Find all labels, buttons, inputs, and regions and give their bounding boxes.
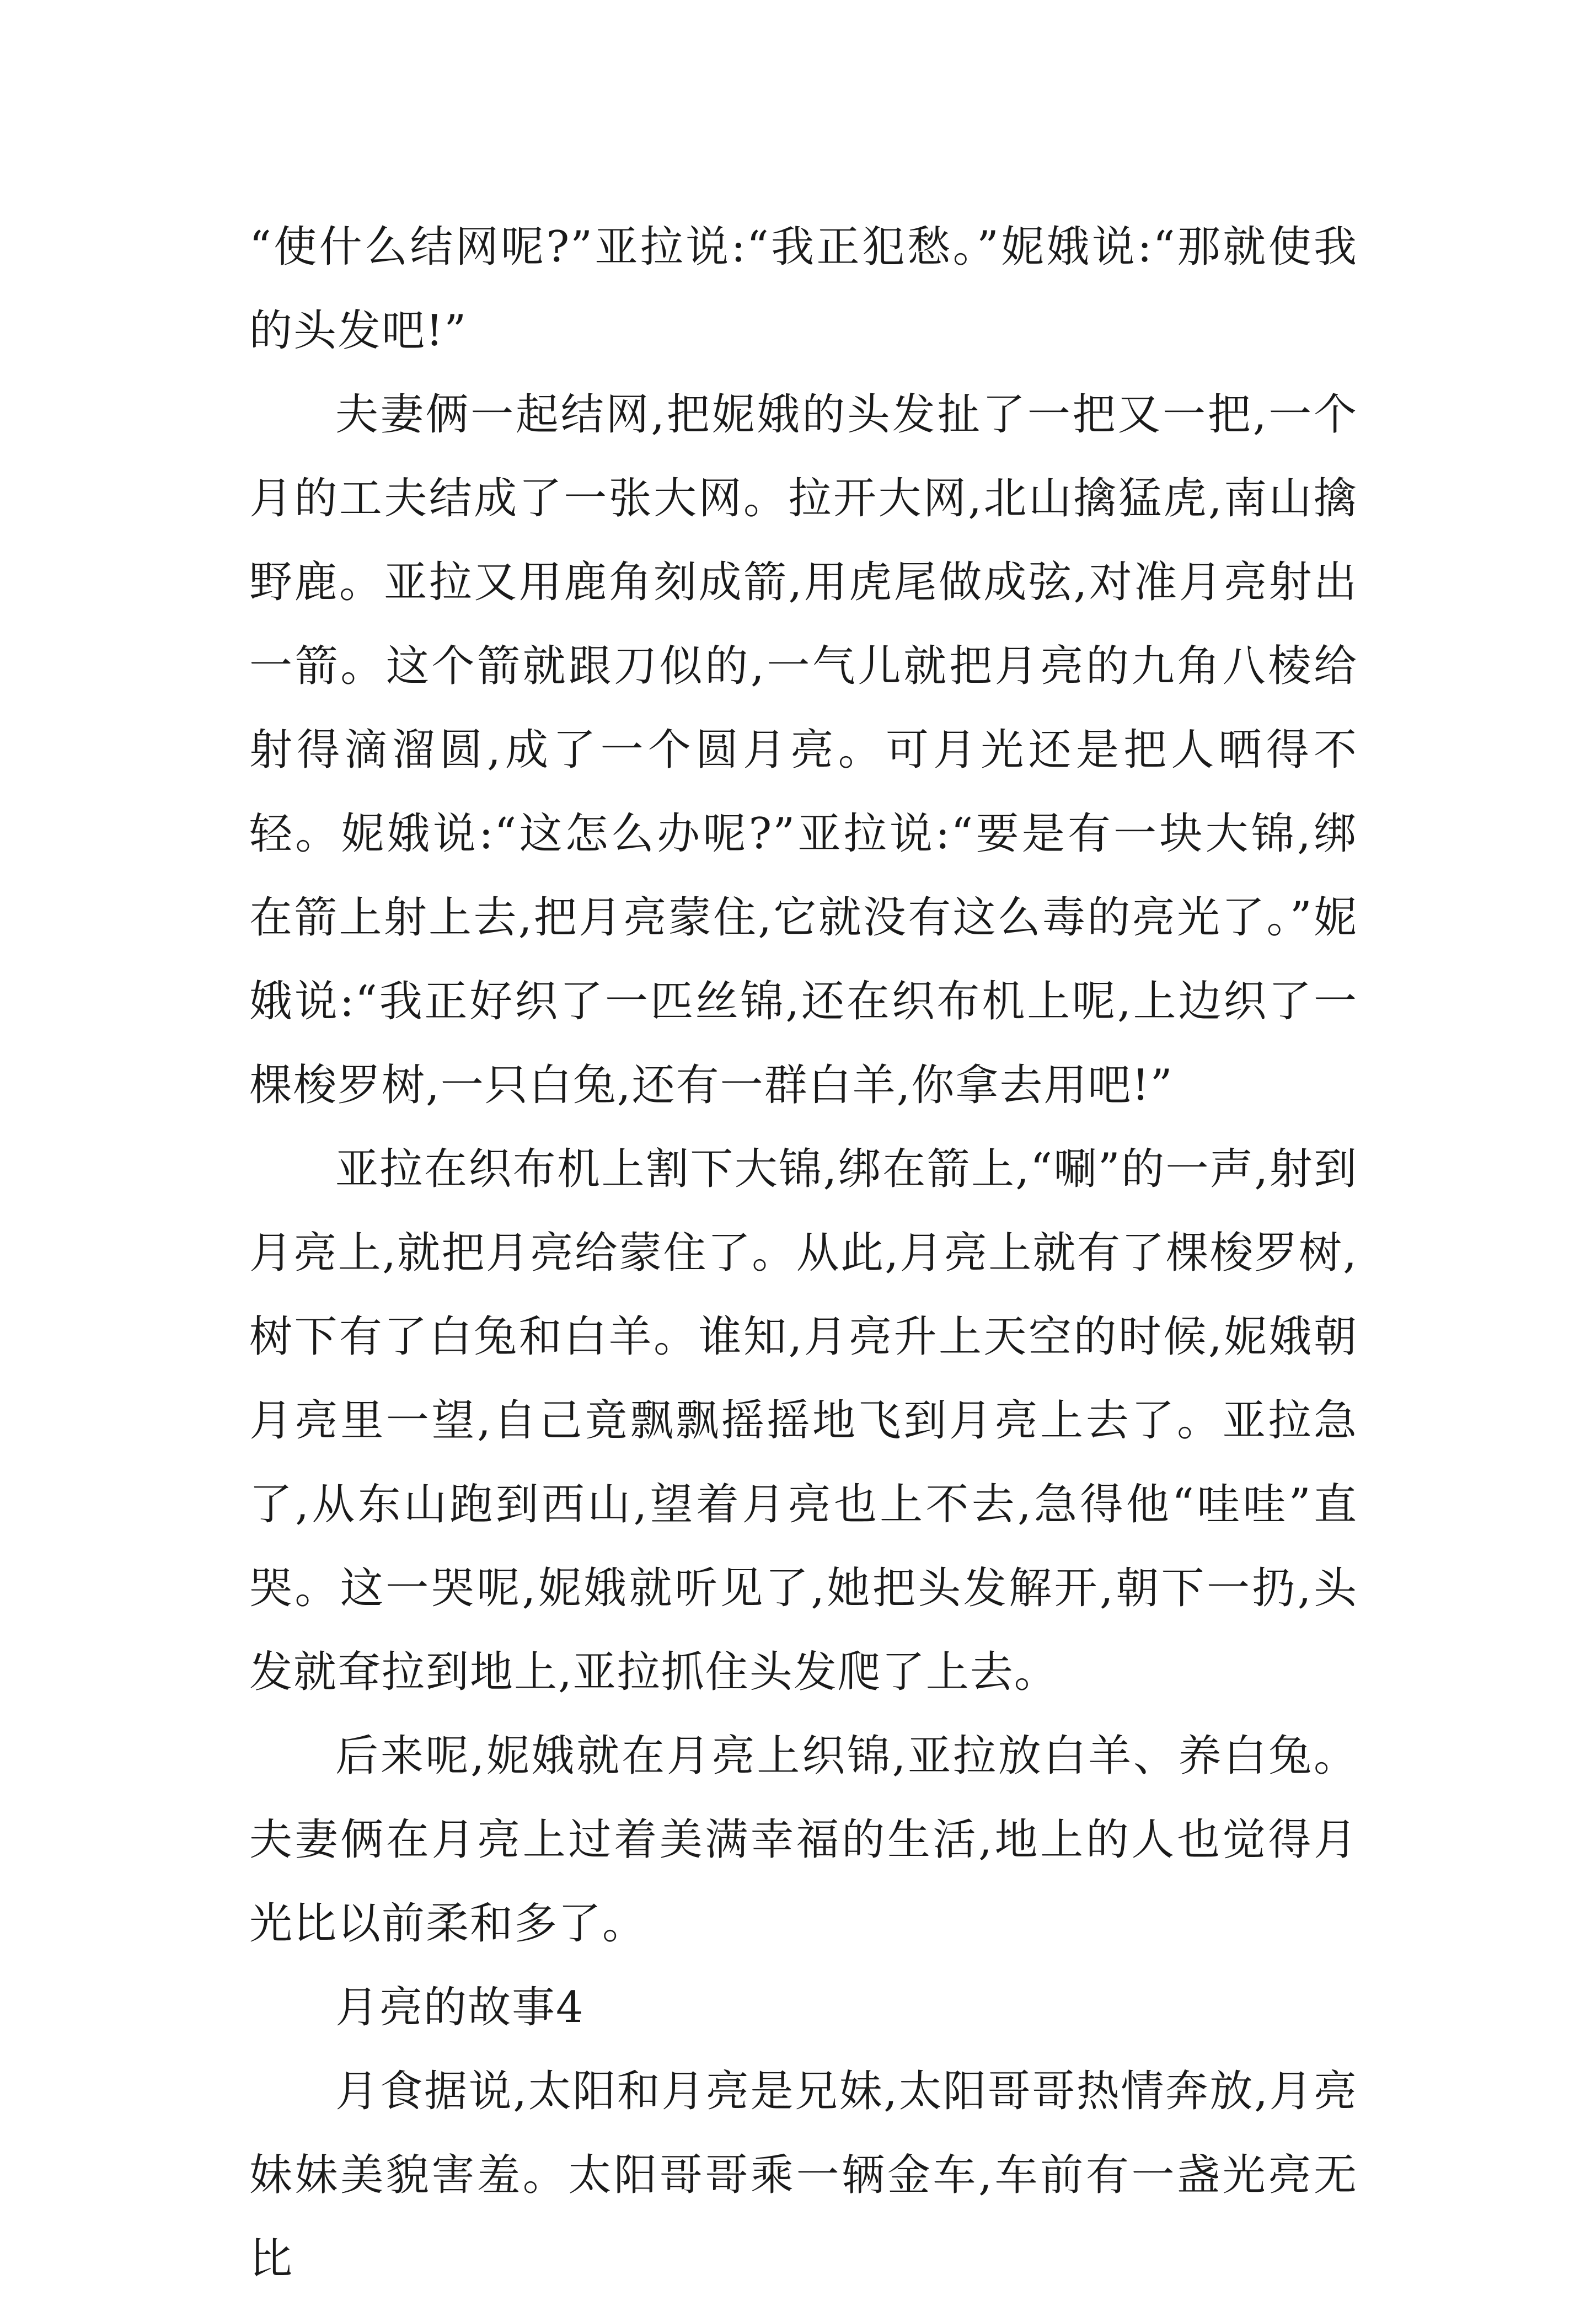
- paragraph-3: 亚拉在织布机上割下大锦,绑在箭上,“唰”的一声,射到月亮上,就把月亮给蒙住了。从此,月亮上就有了棵梭罗树,树下有了白兔和白羊。谁知,月亮升上天空的时候,妮娥朝月亮里一望,自己竟飘飘摇摇地飞到月亮上去了。亚拉急了,从东山跑到西山,望着月亮也上不去,急得他“哇哇”直哭。这一哭呢,妮娥就听见了,她把头发解开,朝下一扔,头发就耷拉到地上,亚拉抓住头发爬了上去。: [249, 1144, 1358, 1697]
- paragraph-4: 后来呢,妮娥就在月亮上织锦,亚拉放白羊、养白兔。夫妻俩在月亮上过着美满幸福的生活,地上的人也觉得月光比以前柔和多了。: [249, 1731, 1358, 1949]
- body-text: [249, 205, 1358, 2301]
- paragraph-5: 月食据说,太阳和月亮是兄妹,太阳哥哥热情奔放,月亮妹妹美貌害羞。太阳哥哥乘一辆金车,车前有一盏光亮无比: [249, 2067, 1358, 2284]
- paragraph-1: “使什么结网呢?”亚拉说:“我正犯愁。”妮娥说:“那就使我的头发吧!”: [249, 222, 1358, 356]
- section-heading: 月亮的故事4: [335, 1983, 585, 2032]
- paragraph-2: 夫妻俩一起结网,把妮娥的头发扯了一把又一把,一个月的工夫结成了一张大网。拉开大网,北山擒猛虎,南山擒野鹿。亚拉又用鹿角刻成箭,用虎尾做成弦,对准月亮射出一箭。这个箭就跟刀似的,一气儿就把月亮的九角八棱给射得滴溜圆,成了一个圆月亮。可月光还是把人晒得不轻。妮娥说:“这怎么办呢?”亚拉说:“要是有一块大锦,绑在箭上射上去,把月亮蒙住,它就没有这么毒的亮光了。”妮娥说:“我正好织了一匹丝锦,还在织布机上呢,上边织了一棵梭罗树,一只白兔,还有一群白羊,你拿去用吧!”: [249, 390, 1358, 1110]
